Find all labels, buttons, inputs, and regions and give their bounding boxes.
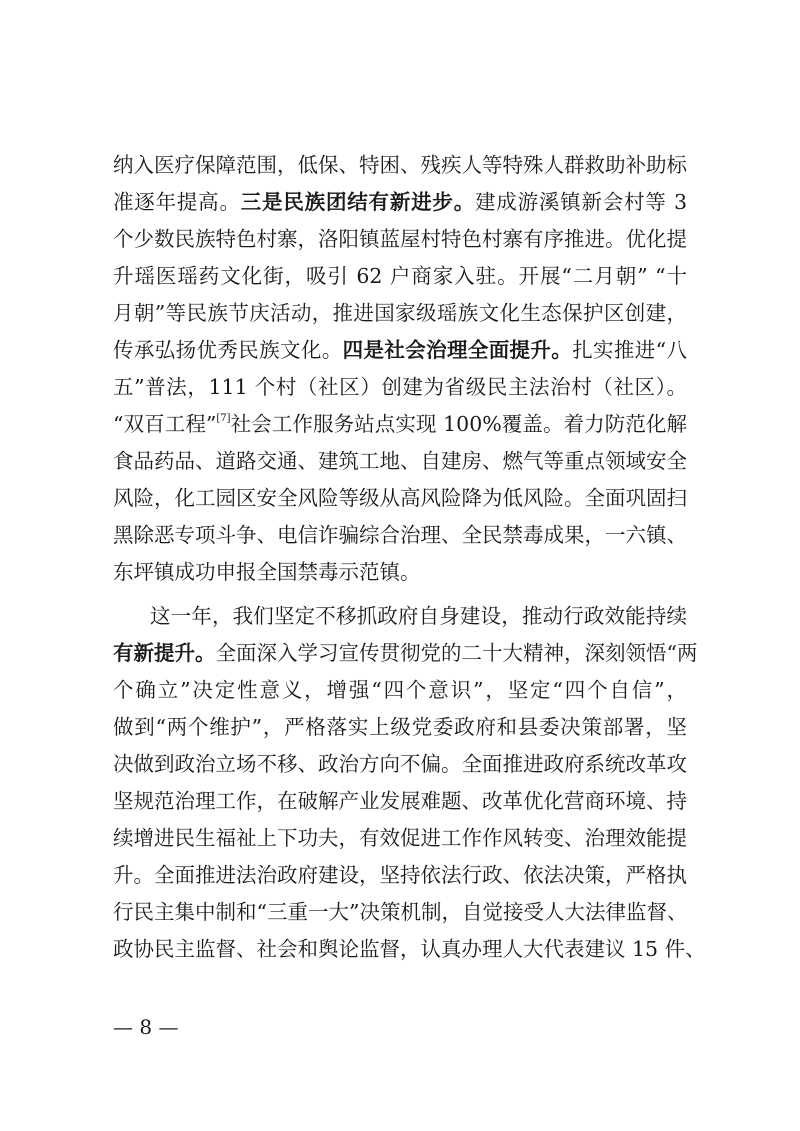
text-line: 食品药品、道路交通、建筑工地、自建房、燃气等重点领域安全 (113, 449, 687, 473)
bold-heading: 四是社会治理全面提升。 (342, 338, 573, 362)
text-run: 社会工作服务站点实现 100%覆盖。着力防范化解 (230, 412, 687, 436)
text-line: 这一年，我们坚定不移抓政府自身建设，推动行政效能持续 (150, 604, 687, 628)
text-line: 政协民主监督、社会和舆论监督，认真办理人大代表建议 15 件、 (113, 937, 706, 961)
text-run: 扎实推进“八 (572, 338, 688, 362)
text-line: 个确立”决定性意义，增强“四个意识”，坚定“四个自信”， (113, 678, 687, 702)
text-line: 决做到政治立场不移、政治方向不偏。全面推进政府系统改革攻 (113, 752, 687, 776)
text-line (113, 334, 687, 366)
bold-heading: 有新提升。 (113, 641, 216, 665)
page-number: — 8 — (113, 1015, 179, 1039)
text-line (113, 186, 687, 218)
text-line: 东坪镇成功申报全国禁毒示范镇。 (113, 560, 421, 584)
text-line: 做到“两个维护”，严格落实上级党委政府和县委决策部署，坚 (113, 715, 687, 739)
text-line: 五”普法，111 个村（社区）创建为省级民主法治村（社区）。 (113, 375, 687, 399)
text-line: 风险，化工园区安全风险等级从高风险降为低风险。全面巩固扫 (113, 486, 687, 510)
text-line: 升。全面推进法治政府建设，坚持依法行政、依法决策，严格执 (113, 863, 687, 887)
text-line: 行民主集中制和“三重一大”决策机制，自觉接受人大法律监督、 (113, 900, 688, 924)
text-line: 个少数民族特色村寨，洛阳镇蓝屋村特色村寨有序推进。优化提 (113, 227, 687, 251)
text-line: 坚规范治理工作，在破解产业发展难题、改革优化营商环境、持 (113, 789, 687, 813)
text-run: 准逐年提高。 (113, 190, 241, 214)
footnote-reference[interactable]: [7] (216, 413, 231, 424)
text-line: 黑除恶专项斗争、电信诈骗综合治理、全民禁毒成果，一六镇、 (113, 523, 687, 547)
text-run: 传承弘扬优秀民族文化。 (113, 338, 343, 362)
text-run: “双百工程” (113, 412, 217, 436)
text-line: 升瑶医瑶药文化街，吸引 62 户商家入驻。开展“二月朝” “十 (113, 264, 687, 288)
text-line: 纳入医疗保障范围，低保、特困、残疾人等特殊人群救助补助标 (113, 153, 687, 177)
text-line: 续增进民生福祉上下功夫，有效促进工作作风转变、治理效能提 (113, 826, 687, 850)
bold-heading: 三是民族团结有新进步。 (240, 190, 475, 214)
text-run: 全面深入学习宣传贯彻党的二十大精神，深刻领悟“两 (215, 641, 698, 665)
text-line: 月朝”等民族节庆活动，推进国家级瑶族文化生态保护区创建， (113, 301, 687, 325)
text-line (113, 637, 698, 669)
text-line (113, 408, 687, 440)
text-run: 建成游溪镇新会村等 3 (475, 190, 687, 214)
